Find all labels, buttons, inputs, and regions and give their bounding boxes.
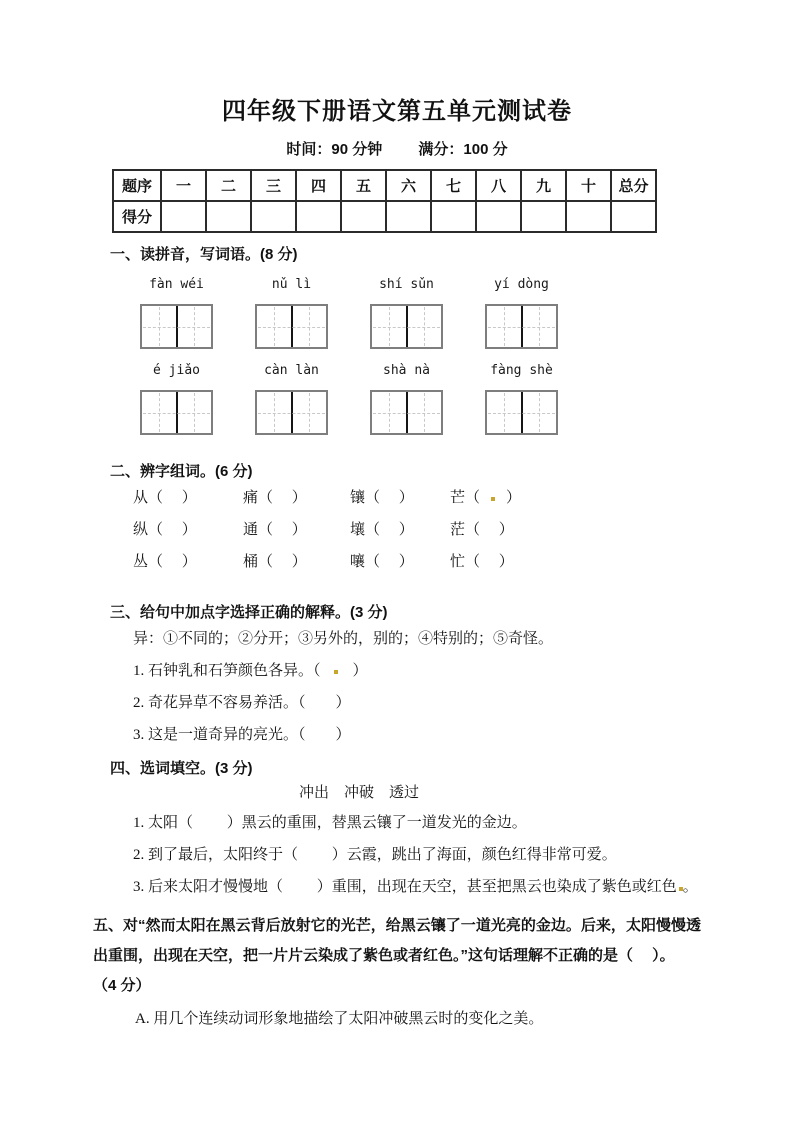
score-row-label: 得分	[113, 201, 161, 232]
section-3-body	[133, 623, 701, 751]
score-cell	[161, 201, 206, 232]
writing-grid-cell	[178, 392, 212, 433]
answer-dot	[491, 497, 495, 501]
writing-grid	[255, 304, 328, 349]
points-label: （4 分）	[93, 977, 151, 994]
pinyin-row-1	[140, 276, 701, 349]
pinyin-column	[370, 362, 443, 435]
exam-full-score-label: 满分：100 分	[418, 141, 508, 158]
word-pair-item: 忙（ ）	[450, 554, 514, 570]
writing-grid-cell	[523, 392, 557, 433]
header-cell-1: 一	[161, 170, 206, 201]
writing-grid-cell	[487, 392, 523, 433]
paper-content	[0, 97, 793, 1029]
score-cell	[206, 201, 251, 232]
writing-grid-cell	[293, 392, 327, 433]
writing-grid	[370, 304, 443, 349]
score-cell	[431, 201, 476, 232]
pinyin-column	[140, 276, 213, 349]
section-4-body	[133, 807, 701, 903]
pinyin-column	[255, 276, 328, 349]
word-pair-item: 嚷（ ）	[350, 554, 414, 570]
score-table	[112, 169, 657, 233]
word-pair-item-post: ）	[506, 490, 522, 506]
exam-meta	[93, 140, 701, 159]
pinyin-label: nǔ lì	[271, 277, 312, 292]
writing-grid-cell	[408, 392, 442, 433]
word-pair-item: 纵（ ）	[133, 522, 197, 538]
word-pair-item-pre: 芒（	[450, 490, 481, 506]
question-item	[133, 655, 701, 687]
question-item-post: 。	[682, 879, 698, 895]
word-pair-item	[450, 482, 701, 514]
score-cell	[476, 201, 521, 232]
writing-grid-cell	[142, 306, 178, 347]
question-item: 2. 到了最后，太阳终于（ ）云霞，跳出了海面，颜色红得非常可爱。	[133, 847, 617, 863]
writing-grid-cell	[408, 306, 442, 347]
page-title: 四年级下册语文第五单元测试卷	[222, 98, 572, 125]
exam-time-label: 时间：90 分钟	[286, 141, 383, 158]
writing-grid-cell	[257, 392, 293, 433]
score-cell	[386, 201, 431, 232]
word-pair-item: 从（ ）	[133, 490, 197, 506]
definitions-text: 异：①不同的；②分开；③另外的，别的；④特别的；⑤奇怪。	[133, 631, 554, 647]
pinyin-label: yí dòng	[494, 277, 549, 292]
word-pair-item: 壤（ ）	[350, 522, 414, 538]
header-cell-3: 三	[251, 170, 296, 201]
word-pair-item: 丛（ ）	[133, 554, 197, 570]
pinyin-column	[140, 362, 213, 435]
writing-grid	[255, 390, 328, 435]
score-cell	[611, 201, 656, 232]
writing-grid	[140, 304, 213, 349]
word-pair-item: 镶（ ）	[350, 490, 414, 506]
pinyin-column	[370, 276, 443, 349]
pinyin-label: shí sǔn	[379, 277, 434, 292]
pinyin-column	[485, 362, 558, 435]
writing-grid-cell	[178, 306, 212, 347]
section-4-title: 四、选词填空。(3 分)	[110, 760, 253, 777]
question-item: 1. 太阳（ ）黑云的重围，替黑云镶了一道发光的金边。	[133, 815, 527, 831]
score-cell	[251, 201, 296, 232]
header-cell-total: 总分	[611, 170, 656, 201]
header-cell-2: 二	[206, 170, 251, 201]
question-item-pre: 3. 后来太阳才慢慢地（ ）重围，出现在天空，甚至把黑云也染成了紫色或红色	[133, 879, 677, 895]
writing-grid-cell	[487, 306, 523, 347]
section-1-title: 一、读拼音，写词语。(8 分)	[110, 246, 298, 263]
score-table-header-row	[113, 170, 656, 201]
question-item	[133, 871, 701, 903]
writing-grid	[485, 304, 558, 349]
writing-grid-cell	[372, 392, 408, 433]
pinyin-column	[485, 276, 558, 349]
header-cell-7: 七	[431, 170, 476, 201]
header-cell-4: 四	[296, 170, 341, 201]
writing-grid-cell	[523, 306, 557, 347]
writing-grid-cell	[257, 306, 293, 347]
header-cell-9: 九	[521, 170, 566, 201]
header-cell-8: 八	[476, 170, 521, 201]
question-item-post: ）	[352, 663, 368, 679]
pinyin-column	[255, 362, 328, 435]
question-item: 3. 这是一道奇异的亮光。（ ）	[133, 727, 351, 743]
word-pair-item: 痛（ ）	[243, 490, 307, 506]
word-bank: 冲出 冲破 透过	[298, 785, 419, 801]
option-a: A. 用几个连续动词形象地描绘了太阳冲破黑云时的变化之美。	[135, 1011, 544, 1027]
word-pair-grid	[133, 482, 701, 578]
pinyin-label: càn làn	[264, 363, 319, 378]
header-cell-5: 五	[341, 170, 386, 201]
pinyin-label: fàng shè	[490, 363, 553, 378]
word-pair-item: 桶（ ）	[243, 554, 307, 570]
word-pair-item: 通（ ）	[243, 522, 307, 538]
header-cell-tixu: 题序	[113, 170, 161, 201]
pinyin-label: shà nà	[383, 363, 430, 378]
word-pair-item: 茫（ ）	[450, 522, 514, 538]
pinyin-label: fàn wéi	[149, 277, 204, 292]
question-item: 2. 奇花异草不容易养活。（ ）	[133, 695, 351, 711]
writing-grid	[485, 390, 558, 435]
score-cell	[566, 201, 611, 232]
header-cell-6: 六	[386, 170, 431, 201]
section-5-question: 五、对“然而太阳在黑云背后放射它的光芒，给黑云镶了一道光亮的金边。后来，太阳慢慢透出重围，出现在天空，把一片片云染成了紫色或者红色。”这句话理解不正确的是（ ）。	[93, 917, 701, 964]
writing-grid-cell	[293, 306, 327, 347]
question-item-pre: 1. 石钟乳和石笋颜色各异。（	[133, 663, 321, 679]
score-table-score-row	[113, 201, 656, 232]
score-cell	[341, 201, 386, 232]
section-5	[93, 911, 701, 1001]
score-cell	[521, 201, 566, 232]
pinyin-label: é jiǎo	[153, 363, 200, 378]
writing-grid-cell	[142, 392, 178, 433]
section-3-title: 三、给句中加点字选择正确的解释。(3 分)	[110, 604, 388, 621]
answer-dot	[334, 670, 338, 674]
pinyin-row-2	[140, 362, 701, 435]
score-cell	[296, 201, 341, 232]
writing-grid-cell	[372, 306, 408, 347]
section-2-title: 二、辨字组词。(6 分)	[110, 463, 253, 480]
writing-grid	[140, 390, 213, 435]
writing-grid	[370, 390, 443, 435]
header-cell-10: 十	[566, 170, 611, 201]
